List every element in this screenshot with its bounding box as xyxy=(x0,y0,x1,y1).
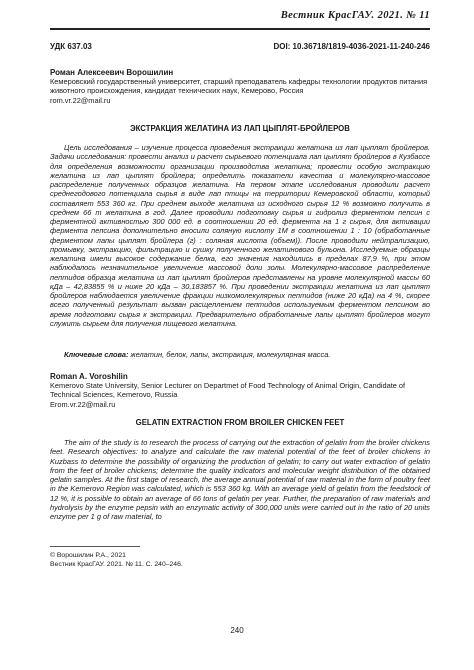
running-head: Вестник КрасГАУ. 2021. № 11 xyxy=(280,10,430,21)
identifier-line xyxy=(50,42,430,51)
footnote-block xyxy=(50,546,430,569)
en-author-name: Roman A. Voroshilin xyxy=(50,372,128,381)
ru-keywords-label: Ключевые слова: xyxy=(64,350,129,359)
copyright-note: © Ворошилин Р.А., 2021 xyxy=(50,552,126,559)
en-article-title: GELATIN EXTRACTION FROM BROILER CHICKEN FEET xyxy=(135,418,345,427)
en-author-block xyxy=(50,372,430,409)
ru-keywords xyxy=(50,350,430,359)
ru-email[interactable]: rom.vr.22@mail.ru xyxy=(50,95,111,105)
en-affiliation: Kemerovo State University, Senior Lecturer on Departmet of Food Technology of Animal Origin, Candidate of Technical Sciences, Kemerovo, Russia xyxy=(50,381,406,400)
page-number: 240 xyxy=(230,626,244,635)
doi[interactable]: DOI: 10.36718/1819-4036-2021-11-240-246 xyxy=(273,42,430,51)
header-rule xyxy=(50,28,430,30)
ru-affiliation: Кемеровский государственный университет, старший преподаватель кафедры технологии продуктов питания животного происхождения, кандидат технических наук, Кемерово, Россия xyxy=(50,77,428,96)
en-email[interactable]: Erom.vr.22@mail.ru xyxy=(50,399,116,409)
udc-code: УДК 637.03 xyxy=(50,42,92,51)
ru-author-block xyxy=(50,68,430,105)
ru-article-title: ЭКСТРАКЦИЯ ЖЕЛАТИНА ИЗ ЛАП ЦЫПЛЯТ-БРОЙЛЕРОВ xyxy=(130,124,350,133)
ru-abstract: Цель исследования – изучение процесса проведения экстракции желатина из лап цыплят бройлеров. Задачи исследования: провести анализ и расчет сырьевого потенциала лап цыплят бройлеров в Кузбассе для определения возможности организации производства желатина; провести особую экстракцию желатина из лап цыплят бройлера; определить показатели качества и молекулярно-массовое распределение полученных образцов желатина. На первом этапе исследования проводили расчет среднегодового потенциала сырья в виде лап птицы на территории Кемеровской области, который составляет 553 360 кг. При среднем выходе желатина из исходного сырья 12 % возможно получить в среднем 66 т желатина в год. Далее проводили подготовку сырья и гидролиз ферментом пепсин с ферментной активностью 300 000 ед. в соотношении 20 ед. фермента на 1 г сырья, для активации фермента пепсина дополнительно вносили соляную кислоту 1М в соотношении 1 : 10 (обработанные ферментом лапы цыплят бройлера (г) : соляная кислота (объем)). После проводили нейтрализацию, промывку, экстракцию, фильтрацию и сушку полученного желатинового бульона. Исследуемые образцы желатина имели высокое содержание белка, его значения находились в пределах 87,9 %, при этом наблюдалось незначительное увеличение массовой доли золы. Молекулярно-массовое распределение пептидов образца желатина из лап цыплят бройлеров представлены на уровне молекулярной массы 60 кДа – 42,83855 % и ниже 20 кДа – 30,183857 %. При проведении экстракции желатина из лап цыплят бройлеров наблюдается увеличение фракции низкомолекулярных пептидов (ниже 20 кДа) на 4 %, скорее всего полученный результат вызван расщеплением пептидов используемым ферментом пепсином во время подготовки сырья к экстракции. Предварительно обработанные лапы цыплят бройлеров могут служить сырьем для получения пищевого желатина. xyxy=(50,143,430,328)
ru-author-name: Роман Алексеевич Ворошилин xyxy=(50,68,174,77)
en-abstract: The aim of the study is to research the process of carrying out the extraction of gelatin from the broiler chickens feet. Research objectives: to analyze and calculate the raw material potential of the feet of broiler chickens in Kuzbass to determine the possibility of organizing the production of gelatin; to carry out water extraction of gelatin from the feet of broiler chickens; determine the quality indicators and molecular weight distribution of the obtained gelatin samples. At the first stage of research, the average annual potential of raw material in the form of poultry feet in the Kemerovo Region was calculated, which is 553 360 kg. With an average yield of gelatin from the feedstock of 12 %, it is possible to obtain an average of 66 tons of gelatin per year. Further, the preparation of raw materials and hydrolysis by the enzyme pepsin with an enzymatic activity of 300,000 units were carried out in the ratio of 20 units enzyme per 1 g of raw material, to xyxy=(50,438,430,521)
ru-keywords-list: желатин, белок, лапы, экстракция, молекулярная масса. xyxy=(128,350,331,359)
footnote-rule xyxy=(50,546,140,547)
citation-note: Вестник КрасГАУ. 2021. № 11. С. 240–246. xyxy=(50,560,183,568)
